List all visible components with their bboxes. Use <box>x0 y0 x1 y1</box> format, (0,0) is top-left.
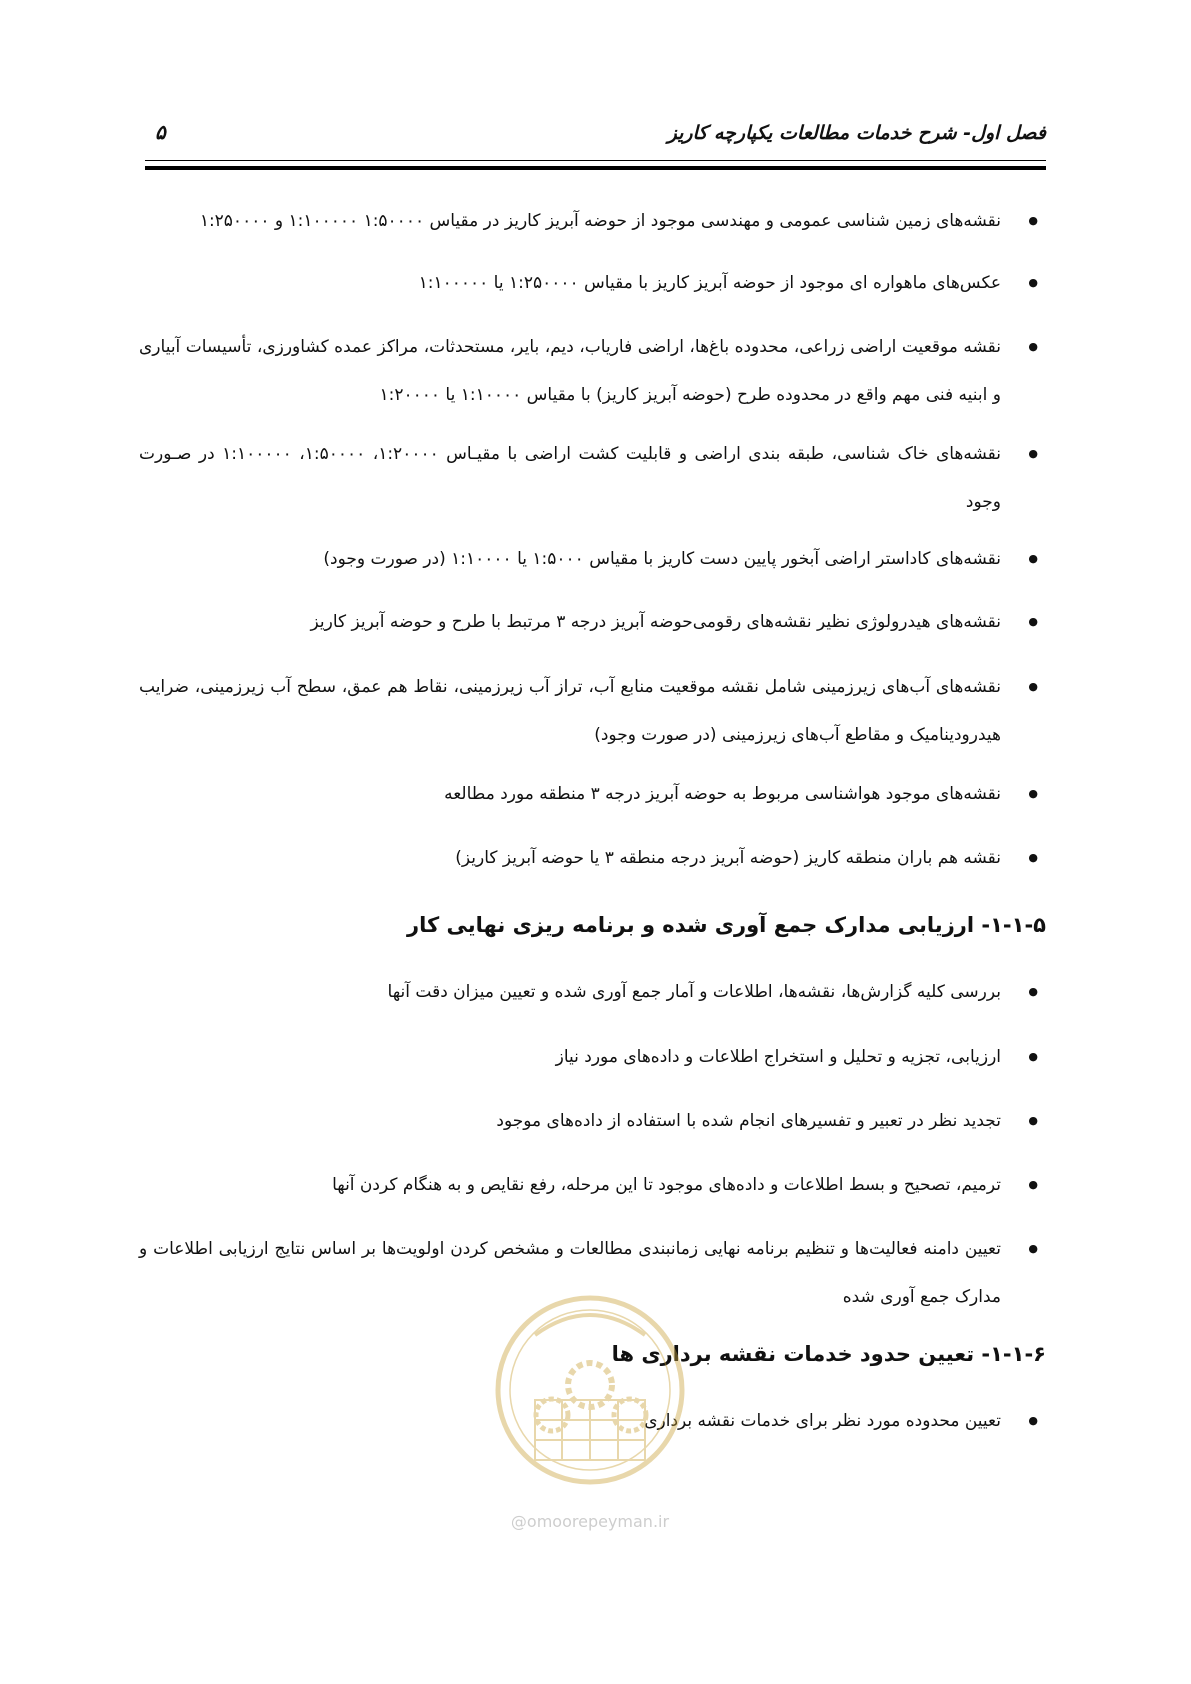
list-item: ● نقشه‌های خاک شناسی، طبقه بندی اراضی و قابلیت کشت اراضی با مقیـاس ۱:۲۰۰۰۰، ۱:۵۰۰۰۰، ۱:۱۰۰۰۰۰ در صـورت وجود <box>139 430 1001 526</box>
list-item: ● نقشه‌های کاداستر اراضی آبخور پایین دست کاریز با مقیاس ۱:۵۰۰۰ یا ۱:۱۰۰۰۰ (در صورت وجود) <box>139 535 1001 583</box>
list-item: ● نقشه‌های هیدرولوژی نظیر نقشه‌های رقومی‌حوضه آبریز درجه ۳ مرتبط با طرح و حوضه آبریز کاریز <box>139 598 1001 646</box>
list-item: ● تجدید نظر در تعبیر و تفسیرهای انجام شده با استفاده از داده‌های موجود <box>139 1097 1001 1145</box>
list-item: ● عکس‌های ماهواره ای موجود از حوضه آبریز کاریز با مقیاس ۱:۲۵۰۰۰۰ یا ۱:۱۰۰۰۰۰ <box>139 259 1001 307</box>
chapter-title: فصل اول- شرح خدمات مطالعات یکپارچه کاریز <box>667 122 1046 144</box>
list-item: ● نقشه‌های موجود هواشناسی مربوط به حوضه آبریز درجه ۳ منطقه مورد مطالعه <box>139 770 1001 818</box>
page-number: ۵ <box>155 120 166 144</box>
list-item: ● ارزیابی، تجزیه و تحلیل و استخراج اطلاعات و داده‌های مورد نیاز <box>139 1033 1001 1081</box>
header-rule-thin <box>145 160 1046 161</box>
list-item: ● نقشه موقعیت اراضی زراعی، محدوده باغ‌ها، اراضی فاریاب، دیم، بایر، مستحدثات، مراکز عمده کشاورزی، تأسیسات آبیاری و ابنیه فنی مهم واقع در محدوده طرح (حوضه آبریز کاریز) با مقیاس ۱:۱۰۰۰۰ یا ۱:۲۰۰۰۰ <box>139 323 1001 419</box>
list-item: ● تعیین دامنه فعالیت‌ها و تنظیم برنامه نهایی زمانبندی مطالعات و مشخص کردن اولویت‌ها بر اساس نتایج ارزیابی اطلاعات و مدارک جمع آوری شده <box>139 1225 1001 1321</box>
list-item: ● تعیین محدوده مورد نظر برای خدمات نقشه برداری <box>139 1397 1001 1445</box>
list-item: ● ترمیم، تصحیح و بسط اطلاعات و داده‌های موجود تا این مرحله، رفع نقایص و به هنگام کردن آنها <box>139 1161 1001 1209</box>
list-item: ● نقشه هم باران منطقه کاریز (حوضه آبریز درجه منطقه ۳ یا حوضه آبریز کاریز) <box>139 834 1001 882</box>
section-heading: ۱-۱-۵- ارزیابی مدارک جمع آوری شده و برنامه ریزی نهایی کار <box>407 913 1046 937</box>
list-item: ● نقشه‌های زمین شناسی عمومی و مهندسی موجود از حوضه آبریز کاریز در مقیاس ۱:۵۰۰۰۰ ۱:۱۰۰۰۰۰ و ۱:۲۵۰۰۰۰ <box>139 197 1001 245</box>
list-item: ● بررسی کلیه گزارش‌ها، نقشه‌ها، اطلاعات و آمار جمع آوری شده و تعیین میزان دقت آنها <box>139 968 1001 1016</box>
header-rule-thick <box>145 166 1046 170</box>
section-heading: ۱-۱-۶- تعیین حدود خدمات نقشه برداری ها <box>611 1342 1046 1366</box>
list-item: ● نقشه‌های آب‌های زیرزمینی شامل نقشه موقعیت منابع آب، تراز آب زیرزمینی، نقاط هم عمق، سطح آب زیرزمینی، ضرایب هیدرودینامیک و مقاطع آب‌های زیرزمینی (در صورت وجود) <box>139 663 1001 759</box>
watermark-url: @omoorepeyman.ir <box>510 1512 670 1531</box>
page-header <box>145 120 1046 160</box>
